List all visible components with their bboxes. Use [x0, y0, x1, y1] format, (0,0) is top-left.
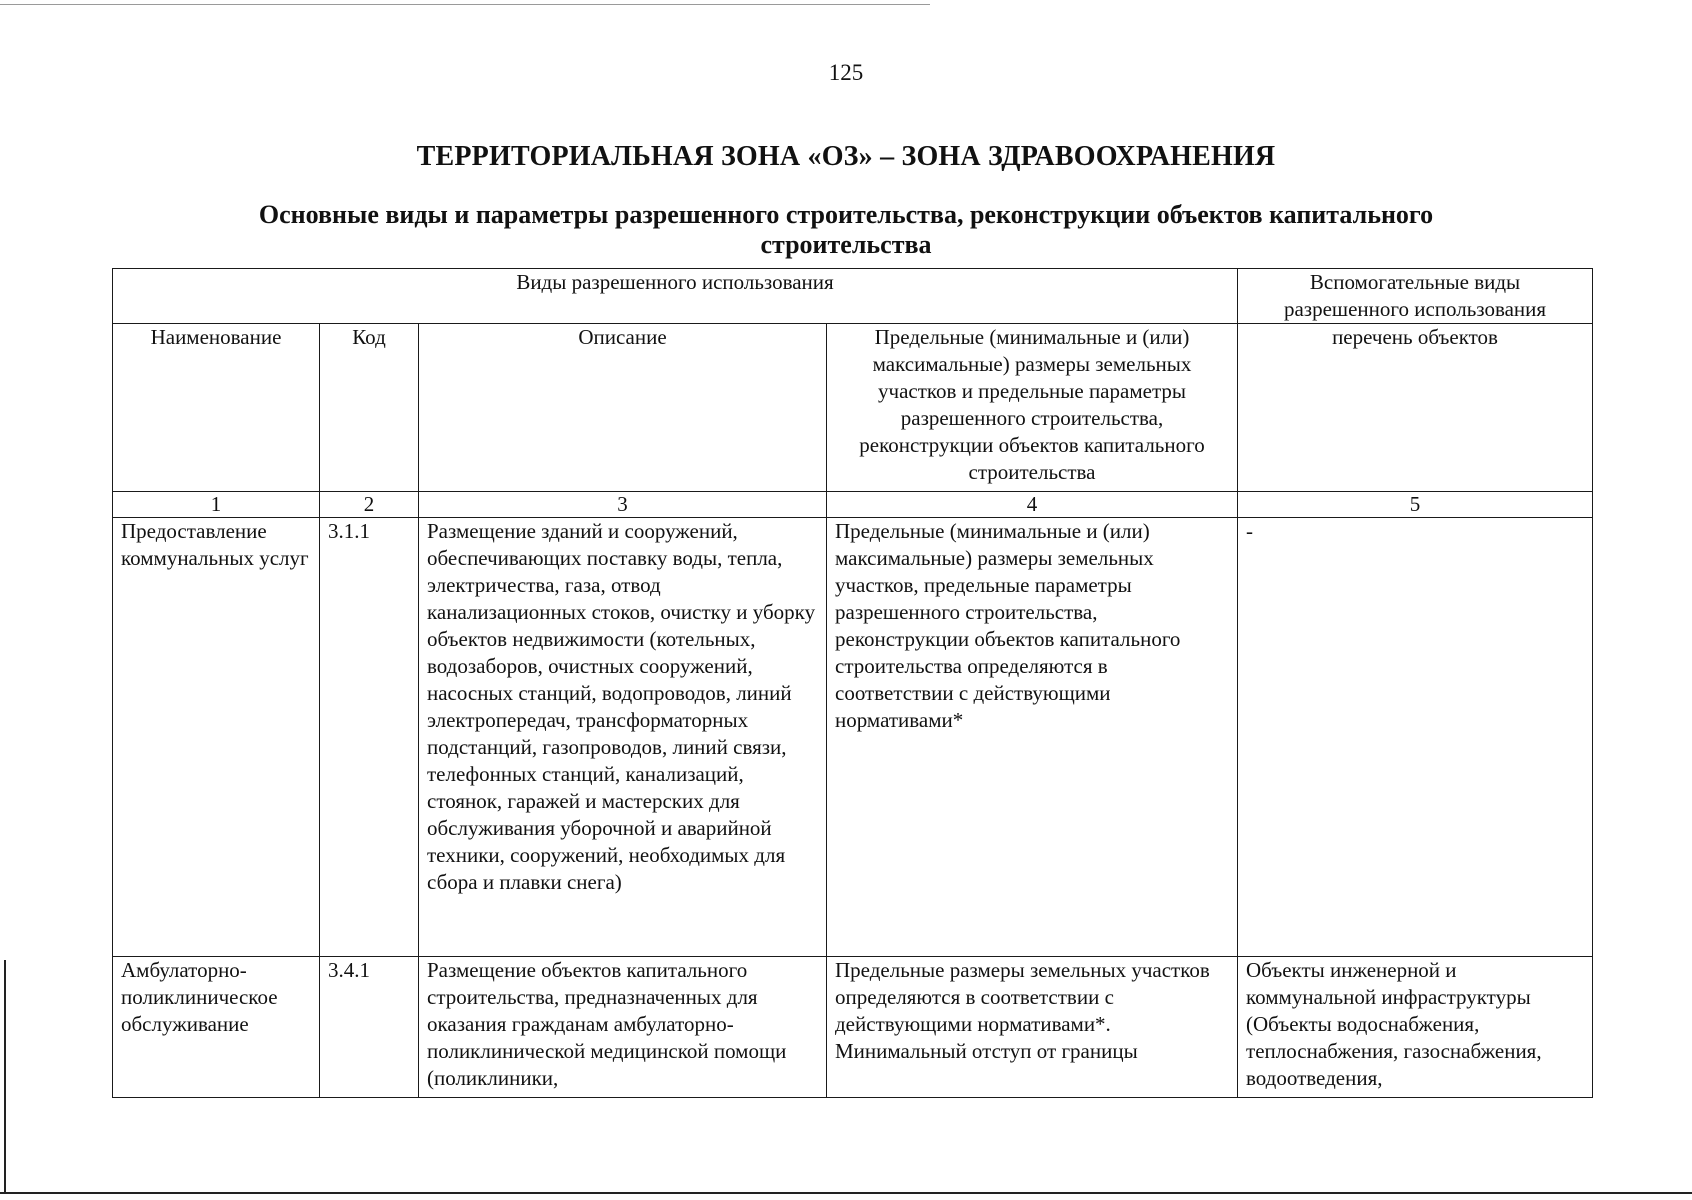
scan-edge-top — [0, 4, 930, 5]
row-name: Амбулаторно-поликлиническое обслуживание — [113, 957, 320, 1098]
column-header-limits: Предельные (минимальные и (или) максимальные) размеры земельных участков и предельные параметры разрешенного строительства, реконструкции объектов капитального строительства — [827, 324, 1238, 492]
table-column-header-row — [113, 324, 1593, 492]
column-header-name: Наименование — [113, 324, 320, 492]
row-code: 3.1.1 — [320, 518, 419, 957]
row-description: Размещение зданий и сооружений, обеспечивающих поставку воды, тепла, электричества, газа, отвод канализационных стоков, очистку и уборку объектов недвижимости (котельных, водозаборов, очистных сооружений, насосных станций, водопроводов, линий электропередач, трансформаторных подстанций, газопроводов, линий связи, телефонных станций, канализаций, стоянок, гаражей и мастерских для обслуживания уборочной и аварийной техники, сооружений, необходимых для сбора и плавки снега) — [419, 518, 827, 957]
main-uses-header: Виды разрешенного использования — [113, 269, 1238, 324]
section-subtitle: Основные виды и параметры разрешенного строительства, реконструкции объектов капитального строительства — [258, 200, 1434, 259]
row-limits: Предельные размеры земельных участков определяются в соответствии с действующими нормативами*. Минимальный отступ от границы — [827, 957, 1238, 1098]
column-number: 5 — [1238, 492, 1593, 518]
row-objects: Объекты инженерной и коммунальной инфраструктуры (Объекты водоснабжения, теплоснабжения, газоснабжения, водоотведения, — [1238, 957, 1593, 1098]
row-code: 3.4.1 — [320, 957, 419, 1098]
column-number-row — [113, 492, 1593, 518]
row-description: Размещение объектов капитального строительства, предназначенных для оказания гражданам амбулаторно-поликлинической медицинской помощи (поликлиники, — [419, 957, 827, 1098]
column-header-objects: перечень объектов — [1238, 324, 1593, 492]
table-row — [113, 957, 1593, 1098]
scan-edge-bottom — [0, 1192, 1692, 1194]
zone-title: ТЕРРИТОРИАЛЬНАЯ ЗОНА «ОЗ» – ЗОНА ЗДРАВООХРАНЕНИЯ — [416, 141, 1276, 172]
page-number: 125 — [828, 60, 864, 85]
scan-edge-left — [4, 960, 6, 1192]
column-number: 2 — [320, 492, 419, 518]
table-group-header-row — [113, 269, 1593, 324]
column-number: 1 — [113, 492, 320, 518]
row-limits: Предельные (минимальные и (или) максимальные) размеры земельных участков, предельные параметры разрешенного строительства, реконструкции объектов капитального строительства определяются в соответствии с действующими нормативами* — [827, 518, 1238, 957]
column-header-description: Описание — [419, 324, 827, 492]
permitted-use-table — [112, 268, 1593, 1098]
row-objects: - — [1238, 518, 1593, 957]
column-number: 4 — [827, 492, 1238, 518]
table-row — [113, 518, 1593, 957]
column-header-code: Код — [320, 324, 419, 492]
row-name: Предоставление коммунальных услуг — [113, 518, 320, 957]
column-number: 3 — [419, 492, 827, 518]
auxiliary-uses-header: Вспомогательные виды разрешенного использования — [1238, 269, 1593, 324]
